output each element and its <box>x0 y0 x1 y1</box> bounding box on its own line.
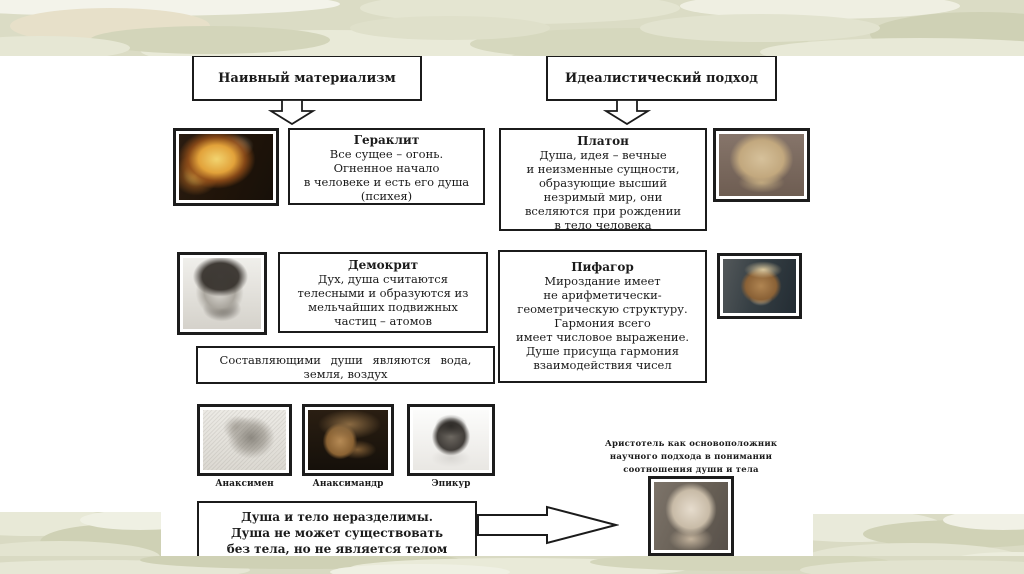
portrait-label-epicurus: Эпикур <box>431 479 471 489</box>
caption-line: соотношения души и тела <box>623 465 759 475</box>
card-pythagoras <box>498 250 707 383</box>
card-heraclitus <box>288 128 485 205</box>
card-line: Гармония всего <box>554 316 651 330</box>
card-line: телесными и образуются из <box>297 286 469 300</box>
portrait-pythagoras <box>717 253 802 319</box>
header-label: Идеалистический подход <box>565 70 758 86</box>
soul-body-line: Душа и тело неразделимы. <box>241 510 433 524</box>
card-line: в человеке и есть его душа <box>303 175 470 189</box>
portrait-heraclitus-image <box>179 134 273 200</box>
card-line: Душа, идея – вечные <box>539 148 667 162</box>
card-line: мельчайших подвижных <box>308 300 458 314</box>
portrait-epicurus <box>407 404 495 476</box>
portrait-anaximenes-image <box>203 410 286 470</box>
card-line: не арифметически- <box>543 288 662 302</box>
card-line: Все сущее – огонь. <box>329 147 444 161</box>
portrait-anaximenes <box>197 404 292 476</box>
soul-body-box <box>197 501 477 559</box>
portrait-pythagoras-image <box>723 259 796 313</box>
soul-body-line: Душа не может существовать <box>231 526 443 540</box>
card-line: образующие высший <box>538 176 668 190</box>
card-democritus <box>278 252 488 333</box>
card-line: (психея) <box>360 189 413 203</box>
card-line: Огненное начало <box>333 161 440 175</box>
aristotle-caption <box>586 438 796 477</box>
portrait-aristotle-image <box>654 482 728 550</box>
card-plato <box>499 128 707 231</box>
portrait-plato <box>713 128 810 202</box>
card-line: геометрическую структуру. <box>517 302 688 316</box>
caption-line: научного подхода в понимании <box>609 452 773 462</box>
portrait-democritus <box>177 252 267 335</box>
down-arrow-icon <box>602 99 652 125</box>
card-line: в тело человека <box>554 218 652 232</box>
header-box-naive-materialism <box>192 55 422 101</box>
portrait-aristotle <box>648 476 734 556</box>
card-title: Гераклит <box>353 133 420 147</box>
card-line: Душе присуща гармония <box>525 344 680 358</box>
right-arrow-icon <box>477 504 619 546</box>
card-title: Демокрит <box>347 258 419 272</box>
card-title: Пифагор <box>571 260 634 274</box>
components-box <box>196 346 495 384</box>
portrait-plato-image <box>719 134 804 196</box>
portrait-epicurus-image <box>413 410 489 470</box>
portrait-democritus-image <box>183 258 261 329</box>
portrait-anaximander-image <box>308 410 388 470</box>
card-line: Дух, душа считаются <box>318 272 448 286</box>
card-line: Мироздание имеет <box>544 274 661 288</box>
portrait-label-anaximander: Анаксимандр <box>312 479 384 489</box>
header-label: Наивный материализм <box>218 70 396 86</box>
card-line: взаимодействия чисел <box>533 358 672 372</box>
soul-body-line: без тела, но не является телом <box>226 542 448 556</box>
card-line: имеет числовое выражение. <box>515 330 690 344</box>
card-line: и неизменные сущности, <box>526 162 680 176</box>
header-box-idealistic-approach <box>546 55 777 101</box>
portrait-heraclitus <box>173 128 279 206</box>
portrait-anaximander <box>302 404 394 476</box>
components-line: земля, воздух <box>303 367 388 381</box>
camo-border-top <box>0 0 1024 56</box>
components-line: Составляющими души являются вода, <box>219 353 472 367</box>
card-line: частиц – атомов <box>334 314 432 328</box>
caption-line: Аристотель как основоположник <box>604 439 778 449</box>
portrait-label-anaximenes: Анаксимен <box>215 479 274 489</box>
card-title: Платон <box>577 134 629 148</box>
camo-border-bottom-strip <box>0 556 1024 574</box>
down-arrow-icon <box>267 99 317 125</box>
card-line: незримый мир, они <box>543 190 663 204</box>
card-line: вселяются при рождении <box>524 204 682 218</box>
